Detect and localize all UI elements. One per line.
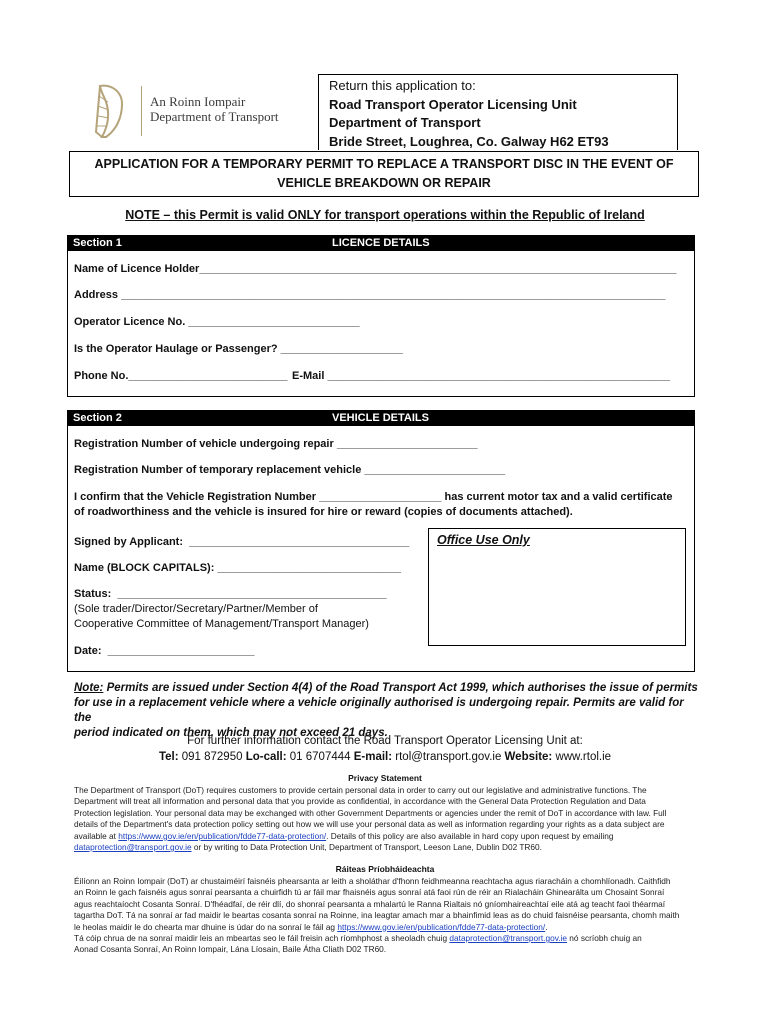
haulage-passenger-field[interactable]: Is the Operator Haulage or Passenger? ____________________	[74, 343, 403, 355]
raiteas-line-3: agus reachtaíocht Cosanta Sonraí. D'fhéadfaí, de réir dlí, do shonraí pearsanta a mhalartú le Ranna Rialtais nó gníomhaireachtaí eile atá ag teacht faoi théarmaí	[74, 898, 666, 909]
website-value[interactable]: www.rtol.ie	[552, 751, 612, 763]
locall-label: Lo-call:	[245, 751, 287, 763]
raiteas-line-4: tagartha DoT. Tá na sonraí ar fad maidir le beartas cosanta sonraí na Roinne, ina leagtar amach mar a bhainfimid leas as do chuid faisnéise pearsanta, chomh maith	[74, 910, 680, 921]
status-hint-2: Cooperative Committee of Management/Transport Manager)	[74, 618, 369, 630]
raiteas-line-5a: le heolas maidir le do chearta mar dhuine is údar do na sonraí le fáil ag	[74, 921, 338, 932]
logo-text	[150, 94, 279, 124]
privacy-line-4: details of the Department's data protection policy setting out how we will use your personal data as well as information regarding your rights as a data subject are	[74, 819, 665, 830]
locall-value: 01 6707444	[286, 751, 354, 763]
status-field[interactable]: Status: ____________________________________________	[74, 588, 387, 600]
section1-heading: LICENCE DETAILS	[332, 237, 430, 249]
raiteas-title: Ráiteas Príobháideachta	[335, 864, 435, 874]
section2-heading: VEHICLE DETAILS	[332, 412, 429, 424]
status-hint-1: (Sole trader/Director/Secretary/Partner/Member of	[74, 603, 318, 615]
title-line-1: APPLICATION FOR A TEMPORARY PERMIT TO REPLACE A TRANSPORT DISC IN THE EVENT OF	[94, 157, 674, 171]
privacy-line-6b: or by writing to Data Protection Unit, Department of Transport, Leeson Lane, Dublin D02 TR60.	[191, 842, 542, 853]
privacy-policy-link[interactable]: https://www.gov.ie/en/publication/fdde77-data-protection/	[118, 830, 327, 841]
privacy-statement	[74, 785, 704, 853]
section1-header	[67, 235, 695, 251]
harp-icon	[92, 82, 126, 140]
section2-header	[67, 410, 695, 426]
tel-label: Tel:	[158, 751, 179, 763]
confirm-line-2: of roadworthiness and the vehicle is insured for hire or reward (copies of documents attached).	[74, 506, 573, 518]
email-field[interactable]: E-Mail ________________________________________________________	[292, 370, 671, 382]
privacy-title: Privacy Statement	[348, 773, 422, 783]
section2-label: Section 2	[73, 412, 122, 424]
contact-intro: For further information contact the Road Transport Operator Licensing Unit at:	[187, 735, 583, 747]
website-label: Website:	[504, 751, 553, 763]
validity-note: NOTE – this Permit is valid ONLY for transport operations within the Republic of Ireland	[125, 208, 645, 222]
confirm-line-1[interactable]: I confirm that the Vehicle Registration Number ____________________ has current motor tax and a valid certificate	[74, 491, 673, 503]
logo-divider	[141, 86, 142, 136]
signature-field[interactable]: Signed by Applicant: ____________________________________	[74, 536, 410, 548]
office-use-label: Office Use Only	[437, 533, 530, 547]
logo-line-english: Department of Transport	[150, 109, 279, 124]
notice-line-2: for use in a replacement vehicle where a vehicle originally authorised is undergoing repair. Permits are valid for the	[74, 697, 684, 724]
raiteas-policy-link[interactable]: https://www.gov.ie/en/publication/fdde77-data-protection/	[337, 921, 546, 932]
date-field[interactable]: Date: ________________________	[74, 645, 255, 657]
form-title	[69, 151, 699, 197]
notice-line-3: period indicated on them, which may not exceed 21 days.	[74, 727, 388, 739]
name-caps-field[interactable]: Name (BLOCK CAPITALS): ______________________________	[74, 562, 401, 574]
contact-details	[0, 751, 770, 763]
reg-temp-field[interactable]: Registration Number of temporary replacement vehicle _______________________	[74, 464, 506, 476]
tel-value: 091 872950	[178, 751, 246, 763]
section1-label: Section 1	[73, 237, 122, 249]
return-department: Department of Transport	[329, 115, 481, 130]
notice-line-1: Permits are issued under Section 4(4) of the Road Transport Act 1999, which authorises the issue of permits	[103, 682, 698, 694]
operator-licence-field[interactable]: Operator Licence No. ____________________________	[74, 316, 360, 328]
privacy-line-5b: . Details of this policy are also available in hard copy upon request by emailing	[326, 830, 614, 841]
notice-note-label: Note:	[74, 682, 104, 694]
phone-field[interactable]: Phone No.__________________________	[74, 370, 288, 382]
raiteas-line-6b: nó scríobh chuig an	[567, 933, 642, 944]
raiteas-line-2: an Roinn le gach faisnéis agus sonraí pearsanta a chuirfidh tú ar fáil mar fhaisnéis agus sonraí atá faoi rún de réir an Rialacháin Ghinearálta um Chosaint Sonraí	[74, 887, 665, 898]
return-address-box	[318, 74, 678, 150]
title-line-2: VEHICLE BREAKDOWN OR REPAIR	[277, 176, 491, 190]
privacy-line-5a: available at	[74, 830, 119, 841]
permit-notice	[74, 681, 704, 741]
email-value[interactable]: rtol@transport.gov.ie	[392, 751, 505, 763]
raiteas-line-1: Éilíonn an Roinn Iompair (DoT) ar chustaiméirí faisnéis phearsanta ar leith a sholáthar d'fhonn feidhmeanna reachtacha agus riaracháin a chomhlíonadh. Caithfidh	[74, 876, 671, 886]
address-field[interactable]: Address _________________________________________________________________________________________	[74, 289, 666, 301]
return-unit: Road Transport Operator Licensing Unit	[329, 96, 577, 112]
office-use-box	[428, 528, 686, 646]
raiteas-email-link[interactable]: dataprotection@transport.gov.ie	[449, 933, 567, 944]
privacy-line-1: The Department of Transport (DoT) requires customers to provide certain personal data in order to carry out our legislative and administrative functions. The	[74, 785, 647, 795]
return-label: Return this application to:	[329, 78, 476, 93]
licence-holder-field[interactable]: Name of Licence Holder______________________________________________________________________________	[74, 263, 677, 275]
reg-repair-field[interactable]: Registration Number of vehicle undergoing repair _______________________	[74, 438, 478, 450]
logo-line-irish: An Roinn Iompair	[150, 94, 246, 109]
privacy-line-2: Department will treat all information and personal data that you provide as confidential, in accordance with the General Data Protection Regulation and Data	[74, 796, 646, 807]
raiteas-line-7: Aonad Cosanta Sonraí, An Roinn Iompair, Lána Líosain, Baile Átha Cliath D02 TR60.	[74, 944, 387, 955]
raiteas-line-5b: .	[545, 921, 548, 932]
raiteas-line-6a: Tá cóip chrua de na sonraí maidir leis an mbeartas seo le fáil freisin ach ríomhphost a sheoladh chuig	[74, 933, 450, 944]
privacy-email-link[interactable]: dataprotection@transport.gov.ie	[74, 842, 192, 853]
return-street: Bride Street, Loughrea, Co. Galway H62 ET93	[329, 133, 609, 149]
raiteas-statement	[74, 876, 704, 956]
privacy-line-3: Protection legislation. Your personal data may be exchanged with other Government Departments or agencies under the remit of DoT in accordance with law. Full	[74, 807, 667, 818]
email-label: E-mail:	[353, 751, 393, 763]
department-logo	[92, 82, 292, 142]
